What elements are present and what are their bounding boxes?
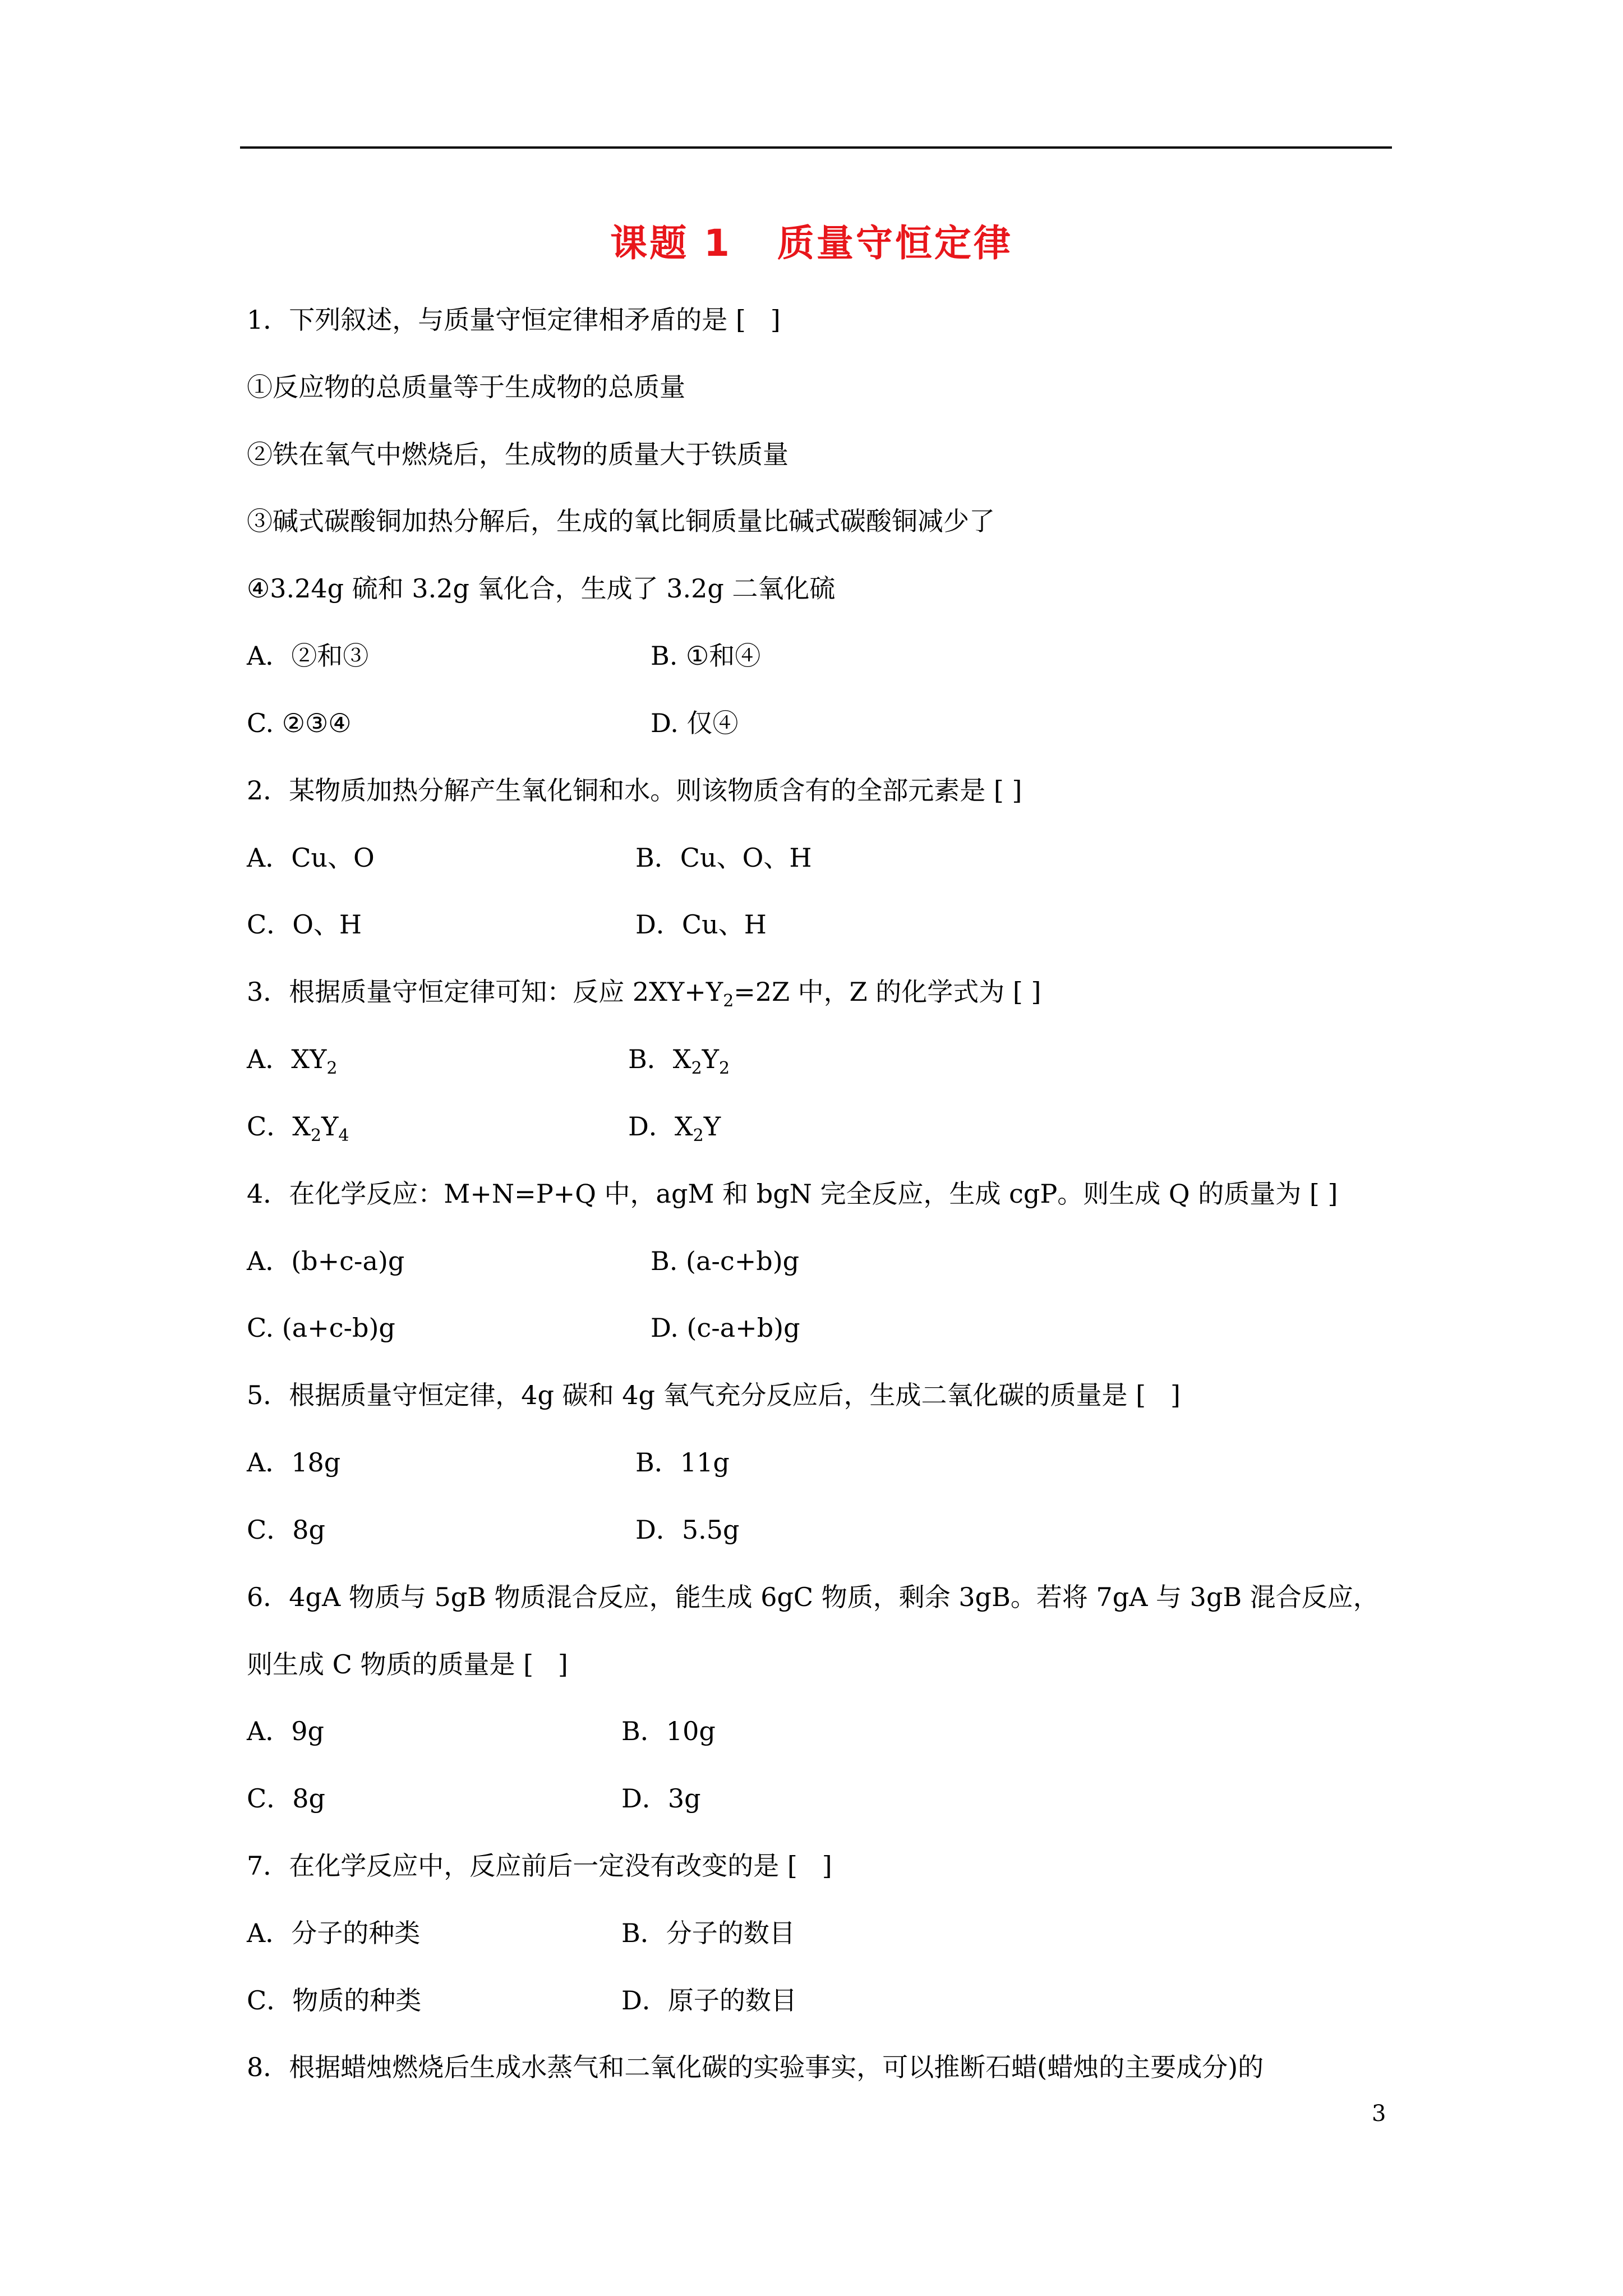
q1-statement-2: ②铁在氧气中燃烧后，生成物的质量大于铁质量 bbox=[247, 439, 789, 470]
q5-option-a: A．18g bbox=[247, 1447, 341, 1478]
q7-option-b: B．分子的数目 bbox=[621, 1918, 795, 1948]
q1-stem: 1．下列叙述，与质量守恒定律相矛盾的是 [ ] bbox=[247, 305, 781, 335]
q6-option-d: D．3g bbox=[621, 1783, 701, 1814]
q5-stem: 5．根据质量守恒定律，4g 碳和 4g 氧气充分反应后，生成二氧化碳的质量是 [ ] bbox=[247, 1380, 1181, 1410]
q8-stem: 8．根据蜡烛燃烧后生成水蒸气和二氧化碳的实验事实，可以推断石蜡(蜡烛的主要成分)的 bbox=[247, 2052, 1264, 2082]
q1-statement-1: ①反应物的总质量等于生成物的总质量 bbox=[247, 372, 685, 402]
q1-option-d: D. 仅④ bbox=[651, 708, 739, 738]
q4-option-b: B. (a-c+b)g bbox=[651, 1246, 800, 1276]
q5-option-b: B．11g bbox=[635, 1447, 730, 1478]
q7-stem: 7．在化学反应中，反应前后一定没有改变的是 [ ] bbox=[247, 1851, 832, 1881]
q6-option-c: C．8g bbox=[247, 1783, 325, 1814]
q5-option-d: D．5.5g bbox=[635, 1515, 740, 1545]
q5-option-c: C．8g bbox=[247, 1515, 325, 1545]
q6-stem-line-1: 6．4gA 物质与 5gB 物质混合反应，能生成 6gC 物质，剩余 3gB。若将 7gA 与 3gB 混合反应， bbox=[247, 1582, 1379, 1612]
q7-option-a: A．分子的种类 bbox=[247, 1918, 421, 1948]
q6-option-b: B．10g bbox=[621, 1716, 716, 1746]
q3-option-d: D．$X_2Y$ bbox=[628, 1111, 721, 1145]
header-rule bbox=[240, 146, 1392, 149]
q6-option-a: A．9g bbox=[247, 1716, 324, 1746]
q2-option-a: A．Cu、O bbox=[247, 843, 375, 873]
q1-option-c: C. ②③④ bbox=[247, 708, 352, 738]
q2-option-b: B．Cu、O、H bbox=[635, 843, 812, 873]
page-title: 课题 1 质量守恒定律 bbox=[610, 222, 1013, 265]
q3-option-c: C．$X_2Y_4$ bbox=[247, 1111, 349, 1145]
page-number: 3 bbox=[1372, 2101, 1386, 2127]
q1-statement-3: ③碱式碳酸铜加热分解后，生成的氧比铜质量比碱式碳酸铜减少了 bbox=[247, 506, 995, 536]
q4-stem: 4．在化学反应：M+N=P+Q 中，agM 和 bgN 完全反应，生成 cgP。则生成 Q 的质量为 [ ] bbox=[247, 1179, 1338, 1209]
q2-stem: 2．某物质加热分解产生氧化铜和水。则该物质含有的全部元素是 [ ] bbox=[247, 775, 1022, 806]
q2-option-d: D．Cu、H bbox=[635, 909, 767, 940]
q7-option-d: D．原子的数目 bbox=[621, 1985, 797, 2016]
q6-stem-line-2: 则生成 C 物质的质量是 [ ] bbox=[247, 1649, 568, 1680]
q1-statement-4: ④3.24g 硫和 3.2g 氧化合，生成了 3.2g 二氧化硫 bbox=[247, 573, 836, 604]
q3-stem: 3．根据质量守恒定律可知：反应 $2XY+Y_2=2Z$ 中，Z 的化学式为 [ ] bbox=[247, 977, 1041, 1011]
q4-option-a: A．(b+c-a)g bbox=[247, 1246, 405, 1276]
q3-option-b: B．$X_2Y_2$ bbox=[628, 1044, 730, 1078]
q2-option-c: C．O、H bbox=[247, 909, 362, 940]
q4-option-d: D. (c-a+b)g bbox=[651, 1313, 800, 1343]
q3-option-a: A．$XY_2$ bbox=[247, 1044, 338, 1078]
q1-option-b: B. ①和④ bbox=[651, 641, 761, 671]
q4-option-c: C. (a+c-b)g bbox=[247, 1313, 395, 1343]
q7-option-c: C．物质的种类 bbox=[247, 1985, 422, 2016]
q1-option-a: A．②和③ bbox=[247, 641, 369, 671]
